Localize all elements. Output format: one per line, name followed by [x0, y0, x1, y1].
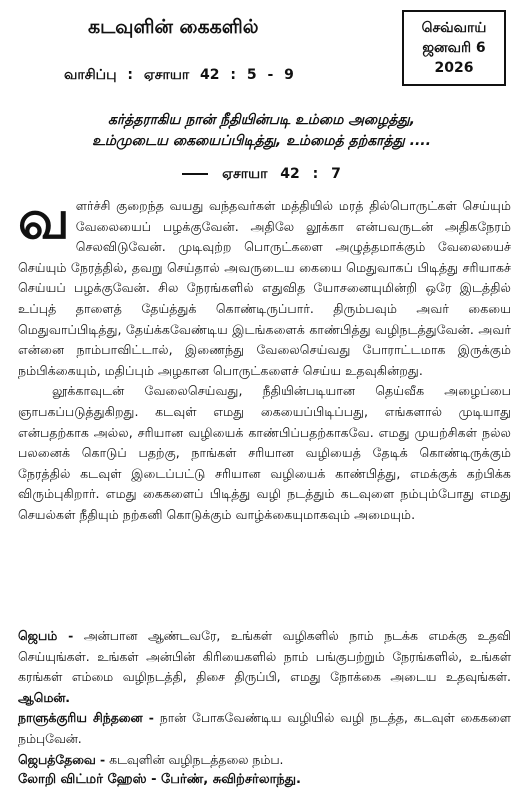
page-title: கடவுளின் கைகளில்: [88, 16, 259, 38]
thought-paragraph: [18, 708, 511, 749]
body-paragraph-1: [18, 188, 511, 381]
prayer-topic-paragraph: [18, 750, 511, 771]
date-box: [402, 10, 506, 86]
verse-reference-text: ஏசாயா 42 : 7: [222, 166, 341, 182]
body-paragraph-1-text: ளர்ச்சி குறைந்த வயது வந்தவர்கள் மத்தியில் மரத் தில்பொருட்கள் செய்யும் வேலையைப் பழக்குவேன். அதிலே லூக்கா என்பவருடன் அதிகநேரம் செலவிடுவேன். முடிவுற்ற பொருட்களை அழுத்தமாக்கும் வேலையைச் செய்யும் நேரத்தில், தவறு செய்தால் அவருடைய கையை மெதுவாகப் பிடித்து சரியாகச் செய்யப் பழக்குவேன். சில நேரங்களில் எதுவித யோசனையுமின்றி ஒரே இடத்தில் உப்புத் தாளைத் தேய்த்துக் கொண்டிருப்பார். திரும்பவும் அவர் கையை மெதுவாப்பிடித்து, தேய்க்கவேண்டிய இடங்களைக் காண்பித்து வழிநடத்துவேன். அவர் என்னை நாம்பாவிட்டால், இணைந்து வேலைசெய்வது போராட்டமாக இருக்கும் நம்பிக்கையும், மதிப்பும் அழகான பொருட்களைச் செய்ய உதவுகின்றது.: [18, 198, 511, 378]
author-line: லோறி விட்மர் ஹேஸ் - பேர்ண், சுவிற்சர்லாந்து.: [18, 772, 301, 788]
date-weekday: செவ்வாய்: [421, 20, 487, 36]
prayer-label: ஜெபம் -: [18, 628, 74, 643]
reference-dash: [182, 173, 208, 175]
reading-reference: வாசிப்பு : ஏசாயா 42 : 5 - 9: [64, 67, 294, 83]
verse-reference: [0, 166, 523, 184]
thought-text: நான் போகவேண்டிய வழியில் வழி நடத்த, கடவுள் கைகளை நம்புவேன்.: [18, 710, 511, 746]
key-verse-line-1: கர்த்தராகிய நான் நீதியின்படி உம்மை அழைத்து,: [108, 112, 415, 128]
date-month-day: ஜனவரி 6: [422, 40, 486, 56]
key-verse: [0, 110, 523, 152]
prayer-text: அன்பான ஆண்டவரே, உங்கள் வழிகளில் நாம் நடக்க எமக்கு உதவி செய்யுங்கள். உங்கள் அன்பின் கிரியைகளில் நாம் பங்குபற்றும் நேரங்களில், உங்கள் கரங்கள் எம்மை வழிநடத்தி, திசை திருப்பி, எமது நோக்கை அடைய உதவுங்கள்.: [18, 628, 512, 685]
prayer-paragraph: [18, 626, 511, 708]
date-year: 2026: [434, 60, 474, 76]
devotional-body: [18, 188, 511, 526]
key-verse-line-2: உம்முடைய கையைப்பிடித்து, உம்மைத் தற்காத்து ....: [92, 133, 431, 149]
body-paragraph-2: லூக்காவுடன் வேலைசெய்வது, நீதியின்படியான தெய்வீக அழைப்பை ஞாபகப்படுத்துகிறது. கடவுள் எமது கையைப்பிடிப்பது, எங்களால் முடியாது என்பதற்காக அல்ல, சரியான வழியைக் காண்பிப்பதற்காகவே. எமது முயற்சிகள் நல்ல பலனைக் கொடுப் பதற்கு, நாங்கள் சரியான வழியைத் தேடிக் கொண்டிருக்கும் நேரத்தில் கடவுள் இடைப்பட்டு சரியான வழியைக் காண்பித்து, எமக்குக் கற்பிக்க விரும்புகிறார். எமது கைகளைப் பிடித்து வழி நடத்தும் கடவுளை நம்பும்போது எமது செயல்கள் நீதியும் நற்கனி கொடுக்கும் வாழ்க்கையுமாகவும் அமையும்.: [18, 383, 511, 522]
prayer-topic-label: ஜெபத்தேவை -: [18, 751, 106, 767]
thought-label: நாளுக்குரிய சிந்தனை -: [18, 710, 154, 726]
drop-cap: வ: [18, 188, 70, 251]
amen-text: ஆமென்.: [18, 689, 71, 705]
prayer-section: [18, 626, 511, 791]
prayer-topic-text: கடவுளின் வழிநடத்தலை நம்ப.: [109, 751, 284, 767]
